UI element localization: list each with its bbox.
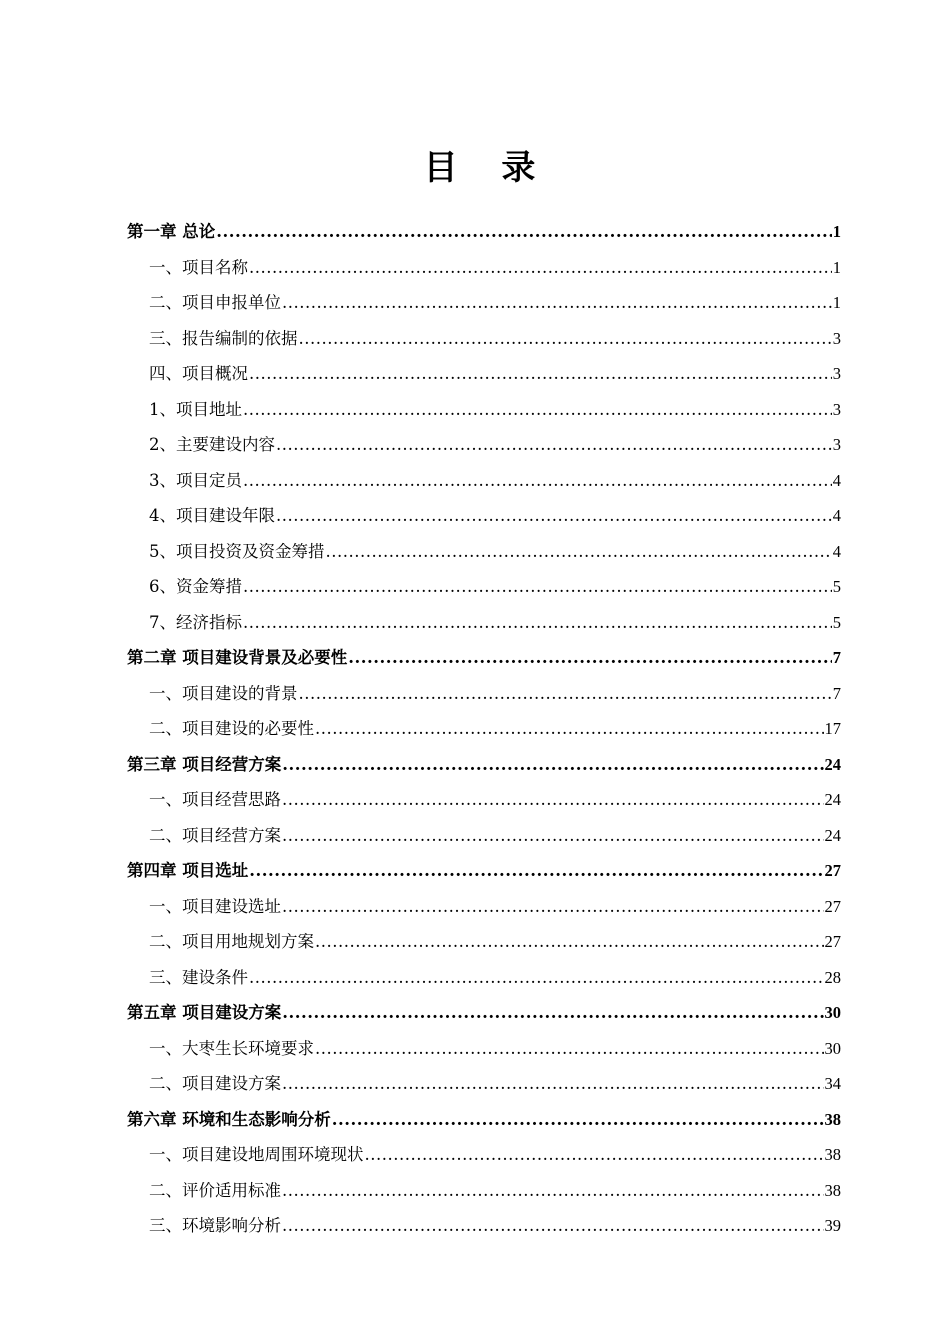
toc-entry-label: 三、环境影响分析	[149, 1216, 281, 1235]
toc-entry-page-number: 3	[832, 435, 841, 454]
toc-dot-leader	[282, 889, 824, 925]
toc-entry-page-number: 27	[824, 896, 841, 916]
toc-dot-leader	[315, 711, 824, 747]
toc-section-entry[interactable]	[127, 463, 841, 499]
toc-entry-label: 一、项目建设地周围环境现状	[149, 1145, 364, 1164]
toc-entry-page-number: 30	[824, 1003, 841, 1022]
toc-entry-page-number: 5	[832, 612, 841, 632]
toc-entry-page-number: 4	[832, 506, 841, 525]
toc-dot-leader	[282, 995, 823, 1031]
toc-dot-leader	[282, 782, 824, 818]
toc-entry-page-number: 5	[832, 577, 841, 596]
toc-entry-page-number: 38	[824, 1145, 841, 1164]
toc-dot-leader	[243, 392, 832, 428]
toc-entry-label: 二、项目建设的必要性	[149, 719, 314, 738]
toc-entry-label: 6、资金筹措	[149, 577, 242, 596]
toc-dot-leader	[282, 1173, 824, 1209]
toc-dot-leader	[365, 1137, 824, 1173]
toc-dot-leader	[243, 463, 832, 499]
toc-section-entry[interactable]	[127, 782, 841, 818]
toc-chapter-entry[interactable]	[127, 640, 841, 676]
toc-section-entry[interactable]	[127, 711, 841, 747]
toc-dot-leader	[282, 818, 824, 854]
toc-entry-page-number: 27	[824, 932, 841, 951]
toc-entry-label: 二、项目申报单位	[149, 293, 281, 312]
toc-section-entry[interactable]	[127, 321, 841, 357]
toc-section-entry[interactable]	[127, 1137, 841, 1173]
toc-section-entry[interactable]	[127, 427, 841, 463]
toc-dot-leader	[332, 1102, 824, 1138]
toc-entry-label: 7、经济指标	[149, 612, 242, 632]
toc-dot-leader	[315, 1031, 824, 1067]
toc-entry-page-number: 28	[824, 967, 841, 987]
toc-entry-label: 2、主要建设内容	[149, 435, 275, 454]
toc-dot-leader	[249, 356, 832, 392]
toc-entry-page-number: 39	[824, 1216, 841, 1235]
toc-entry-page-number: 24	[824, 790, 841, 809]
toc-section-entry[interactable]	[127, 1066, 841, 1102]
toc-entry-label: 第四章 项目选址	[127, 861, 249, 880]
toc-section-entry[interactable]	[127, 960, 841, 996]
toc-entry-label: 二、项目用地规划方案	[149, 932, 314, 951]
toc-dot-leader	[326, 534, 832, 570]
toc-entry-page-number: 38	[824, 1109, 841, 1129]
toc-section-entry[interactable]	[127, 392, 841, 428]
toc-chapter-entry[interactable]	[127, 853, 841, 889]
toc-entry-page-number: 1	[832, 222, 841, 241]
toc-entry-page-number: 38	[824, 1180, 841, 1200]
toc-entry-label: 三、建设条件	[149, 967, 248, 987]
toc-dot-leader	[315, 924, 824, 960]
toc-dot-leader	[249, 960, 824, 996]
toc-dot-leader	[243, 605, 832, 641]
toc-entry-label: 一、项目名称	[149, 257, 248, 277]
toc-section-entry[interactable]	[127, 534, 841, 570]
toc-entry-label: 5、项目投资及资金筹措	[149, 541, 325, 561]
toc-entry-page-number: 1	[832, 293, 841, 312]
toc-entry-label: 四、项目概况	[149, 364, 248, 383]
toc-dot-leader	[249, 250, 832, 286]
toc-entry-label: 第一章 总论	[127, 222, 216, 241]
toc-entry-label: 三、报告编制的依据	[149, 328, 298, 348]
toc-entry-label: 第三章 项目经营方案	[127, 754, 282, 774]
toc-entry-label: 二、项目经营方案	[149, 825, 281, 845]
toc-entry-label: 二、评价适用标准	[149, 1180, 281, 1200]
toc-dot-leader	[216, 214, 832, 250]
toc-dot-leader	[282, 1208, 824, 1244]
toc-chapter-entry[interactable]	[127, 747, 841, 783]
toc-section-entry[interactable]	[127, 250, 841, 286]
toc-entry-label: 4、项目建设年限	[149, 506, 275, 525]
toc-entry-page-number: 4	[832, 541, 841, 561]
toc-section-entry[interactable]	[127, 356, 841, 392]
toc-dot-leader	[282, 285, 832, 321]
toc-entry-page-number: 3	[832, 328, 841, 348]
toc-entry-page-number: 24	[824, 825, 841, 845]
toc-dot-leader	[299, 676, 832, 712]
toc-title: 目 录	[423, 148, 552, 188]
toc-entry-label: 一、项目建设选址	[149, 896, 281, 916]
toc-section-entry[interactable]	[127, 498, 841, 534]
toc-section-entry[interactable]	[127, 1031, 841, 1067]
toc-chapter-entry[interactable]	[127, 214, 841, 250]
toc-section-entry[interactable]	[127, 676, 841, 712]
toc-section-entry[interactable]	[127, 569, 841, 605]
toc-dot-leader	[282, 1066, 824, 1102]
toc-entry-label: 二、项目建设方案	[149, 1074, 281, 1093]
toc-entry-page-number: 17	[824, 719, 841, 738]
toc-section-entry[interactable]	[127, 1208, 841, 1244]
toc-entry-page-number: 1	[832, 257, 841, 277]
toc-list	[127, 214, 841, 1244]
toc-section-entry[interactable]	[127, 818, 841, 854]
toc-dot-leader	[243, 569, 832, 605]
toc-entry-page-number: 4	[832, 470, 841, 490]
toc-section-entry[interactable]	[127, 285, 841, 321]
toc-entry-label: 第六章 环境和生态影响分析	[127, 1109, 331, 1129]
toc-entry-label: 1、项目地址	[149, 399, 242, 419]
toc-section-entry[interactable]	[127, 924, 841, 960]
toc-entry-page-number: 7	[832, 648, 841, 667]
toc-chapter-entry[interactable]	[127, 1102, 841, 1138]
toc-section-entry[interactable]	[127, 605, 841, 641]
toc-dot-leader	[249, 853, 823, 889]
toc-dot-leader	[276, 498, 832, 534]
toc-section-entry[interactable]	[127, 889, 841, 925]
toc-entry-page-number: 30	[824, 1038, 841, 1058]
toc-entry-label: 一、项目经营思路	[149, 790, 281, 809]
toc-entry-label: 第五章 项目建设方案	[127, 1003, 282, 1022]
toc-dot-leader	[276, 427, 832, 463]
toc-entry-page-number: 3	[832, 399, 841, 419]
toc-dot-leader	[348, 640, 832, 676]
toc-entry-page-number: 27	[824, 861, 841, 880]
toc-entry-page-number: 3	[832, 364, 841, 383]
toc-dot-leader	[282, 747, 823, 783]
toc-chapter-entry[interactable]	[127, 995, 841, 1031]
toc-entry-label: 一、项目建设的背景	[149, 683, 298, 703]
toc-section-entry[interactable]	[127, 1173, 841, 1209]
toc-dot-leader	[299, 321, 832, 357]
toc-entry-page-number: 24	[824, 754, 841, 774]
toc-entry-label: 第二章 项目建设背景及必要性	[127, 648, 348, 667]
toc-entry-page-number: 34	[824, 1074, 841, 1093]
toc-entry-page-number: 7	[832, 683, 841, 703]
toc-entry-label: 一、大枣生长环境要求	[149, 1038, 314, 1058]
toc-entry-label: 3、项目定员	[149, 470, 242, 490]
